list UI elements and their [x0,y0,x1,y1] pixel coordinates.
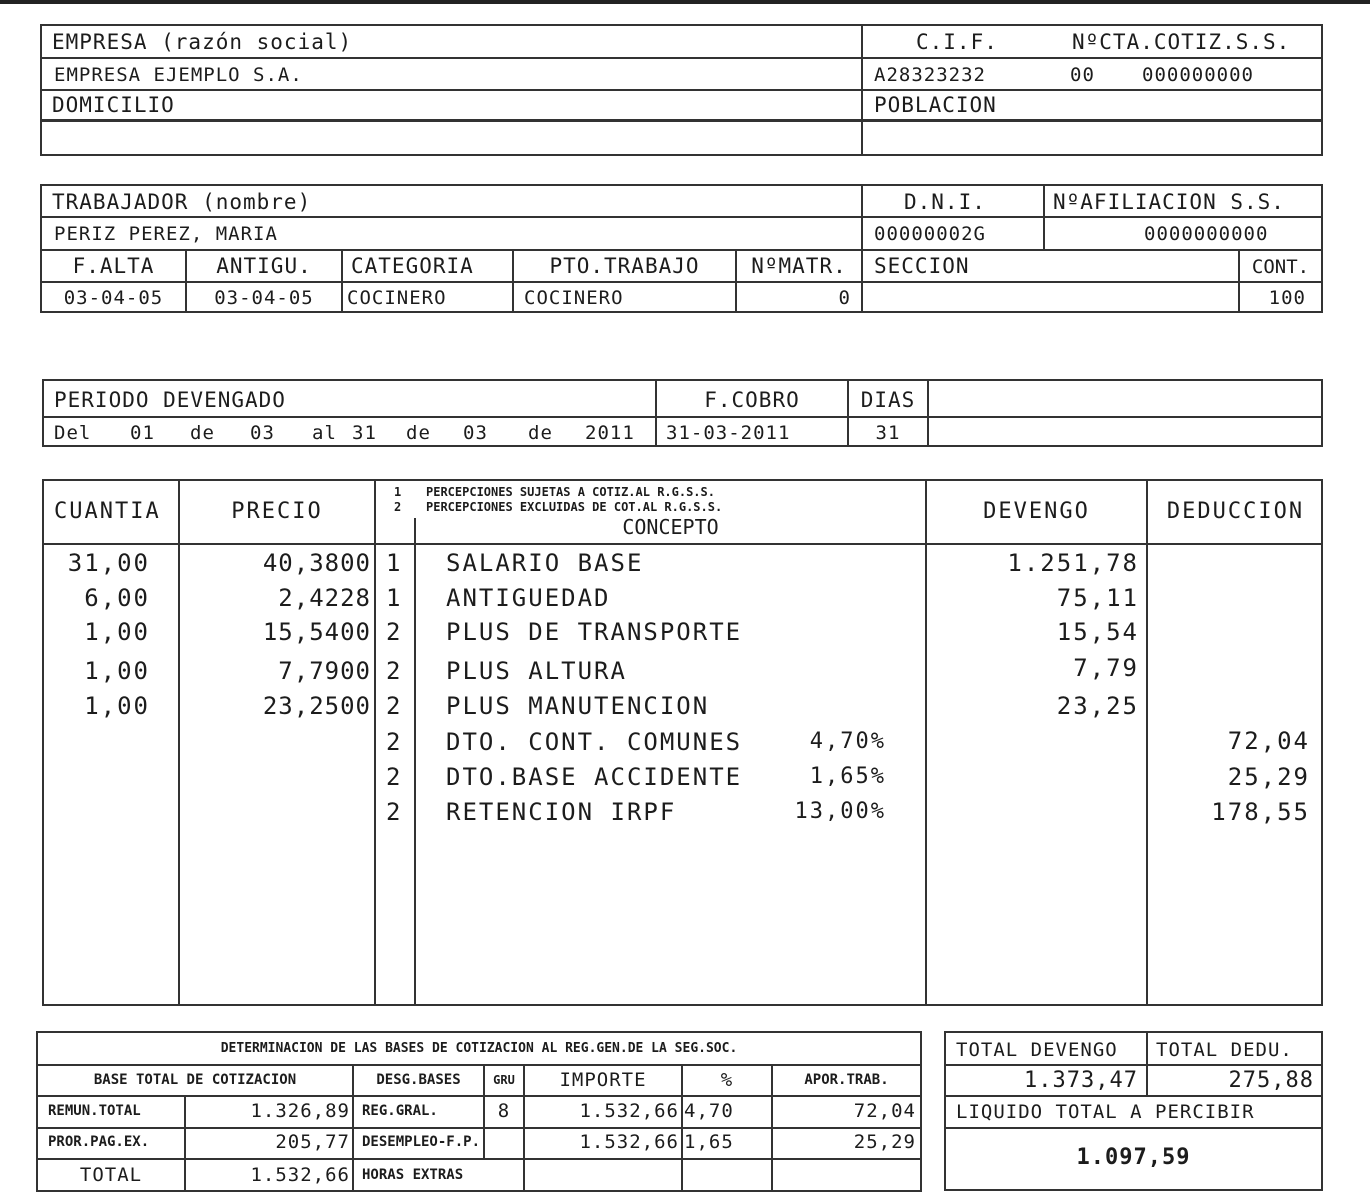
trabajador-label: TRABAJADOR (nombre) [52,190,312,214]
bases-row-desg: DESEMPLEO-F.P. [362,1134,481,1150]
categoria-value: COCINERO [347,287,447,309]
pto-header: PTO.TRABAJO [549,254,700,278]
bases-row-desg: REG.GRAL. [362,1103,438,1119]
liquido-value: 1.097,59 [1076,1145,1191,1170]
nmatr-header: NºMATR. [751,254,847,278]
bases-row-label: PROR.PAG.EX. [48,1134,150,1150]
row-tipo: 2 [386,728,403,756]
periodo-al: al [312,422,337,444]
divider [861,184,863,313]
dias-label: DIAS [860,388,916,412]
empresa-nombre: EMPRESA EJEMPLO S.A. [54,64,303,86]
row-concepto: PLUS ALTURA [446,657,627,685]
bases-title: DETERMINACION DE LAS BASES DE COTIZACION AL REG.GEN.DE LA SEG.SOC. [220,1041,738,1056]
row-precio: 2,4228 [278,584,371,612]
row-devengo: 15,54 [1056,618,1139,646]
periodo-del: Del [54,422,92,444]
dias-value: 31 [875,422,901,444]
deduccion-header: DEDUCCION [1166,499,1305,524]
cont-header: CONT. [1251,256,1310,278]
trabajador-nombre: PERIZ PEREZ, MARIA [54,223,278,245]
row-tipo: 2 [386,798,403,826]
total-devengo-value: 1.373,47 [1024,1068,1138,1093]
row-cuantia: 31,00 [67,549,150,577]
total-devengo-label: TOTAL DEVENGO [956,1039,1118,1061]
divider [374,479,376,1006]
bases-row-pct: 1,65 [684,1131,734,1153]
row-precio: 7,7900 [278,657,371,685]
nmatr-value: 0 [838,287,851,309]
periodo-label: PERIODO DEVENGADO [54,388,286,412]
bases-row-importe: 1.532,66 [579,1100,679,1122]
cuantia-header: CUANTIA [54,499,161,524]
desg-header: DESG.BASES [376,1072,461,1088]
row-deduccion: 72,04 [1227,727,1310,755]
periodo-d1: 01 [130,422,155,444]
row-deduccion: 178,55 [1211,798,1310,826]
seccion-header: SECCION [874,254,970,278]
precio-header: PRECIO [231,499,323,524]
empresa-label: EMPRESA (razón social) [52,30,353,54]
bases-row-importe: 1.532,66 [579,1131,679,1153]
legend-excluidas: PERCEPCIONES EXCLUIDAS DE COT.AL R.G.S.S. [426,500,723,514]
bases-row-label: TOTAL [79,1164,143,1186]
bases-row-gru: 8 [497,1100,511,1122]
row-cuantia: 1,00 [84,657,150,685]
legend-num-2: 2 [394,500,402,514]
bases-row-value: 205,77 [275,1131,350,1153]
gru-header: GRU [493,1073,515,1087]
alta-value: 03-04-05 [63,287,164,309]
row-devengo: 1.251,78 [1007,549,1139,577]
row-deduccion: 25,29 [1227,763,1310,791]
legend-sujetas: PERCEPCIONES SUJETAS A COTIZ.AL R.G.S.S. [426,485,715,499]
row-concepto: PLUS MANUTENCION [446,692,710,720]
row-concepto: DTO. CONT. COMUNES [446,728,743,756]
row-tipo: 2 [386,763,403,791]
row-tipo: 2 [386,692,403,720]
row-tipo: 1 [386,584,403,612]
alta-header: F.ALTA [72,254,155,278]
importe-header: IMPORTE [559,1069,647,1091]
row-cuantia: 1,00 [84,618,150,646]
cont-value: 100 [1268,287,1306,309]
row-precio: 23,2500 [262,692,371,720]
bases-row-apor: 25,29 [853,1131,916,1153]
bases-row-value: 1.532,66 [250,1164,350,1186]
cif-label: C.I.F. [916,30,998,54]
cif-value: A28323232 [874,64,986,86]
fcobro-label: F.COBRO [704,388,800,412]
total-dedu-value: 275,88 [1228,1068,1314,1093]
periodo-de1: de [190,422,215,444]
divider [1043,184,1045,250]
row-devengo: 75,11 [1056,584,1139,612]
divider [36,1064,922,1066]
top-rule [0,0,1370,4]
row-pct: 13,00% [794,799,886,824]
row-concepto: RETENCION IRPF [446,798,677,826]
row-concepto: ANTIGUEDAD [446,584,611,612]
row-tipo: 1 [386,549,403,577]
naf-label: NºAFILIACION S.S. [1053,190,1285,214]
row-cuantia: 1,00 [84,692,150,720]
row-concepto: SALARIO BASE [446,549,644,577]
divider [42,543,1323,545]
pto-value: COCINERO [524,287,624,309]
row-concepto: DTO.BASE ACCIDENTE [446,763,743,791]
poblacion-label: POBLACION [874,93,997,117]
bases-row-label: REMUN.TOTAL [48,1103,141,1119]
periodo-m2: 03 [463,422,488,444]
cta-prov-value: 00 [1070,64,1095,86]
row-precio: 40,3800 [262,549,371,577]
divider [927,379,929,447]
divider [341,249,343,313]
bases-row-apor: 72,04 [853,1100,916,1122]
fcobro-value: 31-03-2011 [666,422,791,444]
periodo-y: 2011 [585,422,635,444]
dni-label: D.N.I. [904,190,986,214]
divider [40,119,1323,122]
antigu-value: 03-04-05 [214,287,314,309]
divider [40,57,1323,59]
periodo-d2: 31 [352,422,377,444]
divider [861,24,863,156]
bases-row-pct: 4,70 [684,1100,734,1122]
dni-value: 00000002G [874,223,986,245]
row-devengo: 7,79 [1073,654,1139,682]
bases-row-desg: HORAS EXTRAS [362,1167,464,1183]
row-cuantia: 6,00 [84,584,150,612]
bases-row-value: 1.326,89 [250,1100,350,1122]
cta-num-value: 000000000 [1142,64,1254,86]
ncta-label: NºCTA.COTIZ.S.S. [1072,30,1291,54]
naf-value: 0000000000 [1144,223,1269,245]
antigu-header: ANTIGU. [216,254,312,278]
legend-num-1: 1 [394,485,402,499]
periodo-de3: de [528,422,553,444]
periodo-de2: de [406,422,431,444]
periodo-m1: 03 [250,422,275,444]
base-total-header: BASE TOTAL DE COTIZACION [93,1072,297,1088]
liquido-label: LIQUIDO TOTAL A PERCIBIR [956,1101,1255,1123]
row-pct: 4,70% [809,729,886,754]
devengo-header: DEVENGO [983,499,1090,524]
concepto-header: CONCEPTO [622,515,719,539]
row-devengo: 23,25 [1056,692,1139,720]
row-concepto: PLUS DE TRANSPORTE [446,618,743,646]
row-precio: 15,5400 [262,618,371,646]
row-pct: 1,65% [809,764,886,789]
pct-header: % [720,1069,734,1091]
row-tipo: 2 [386,657,403,685]
row-tipo: 2 [386,618,403,646]
apor-header: APOR.TRAB. [804,1072,889,1088]
categoria-header: CATEGORIA [351,254,474,278]
total-dedu-label: TOTAL DEDU. [1156,1039,1293,1061]
domicilio-label: DOMICILIO [52,93,175,117]
divider [414,518,416,1006]
divider [944,1127,1323,1129]
